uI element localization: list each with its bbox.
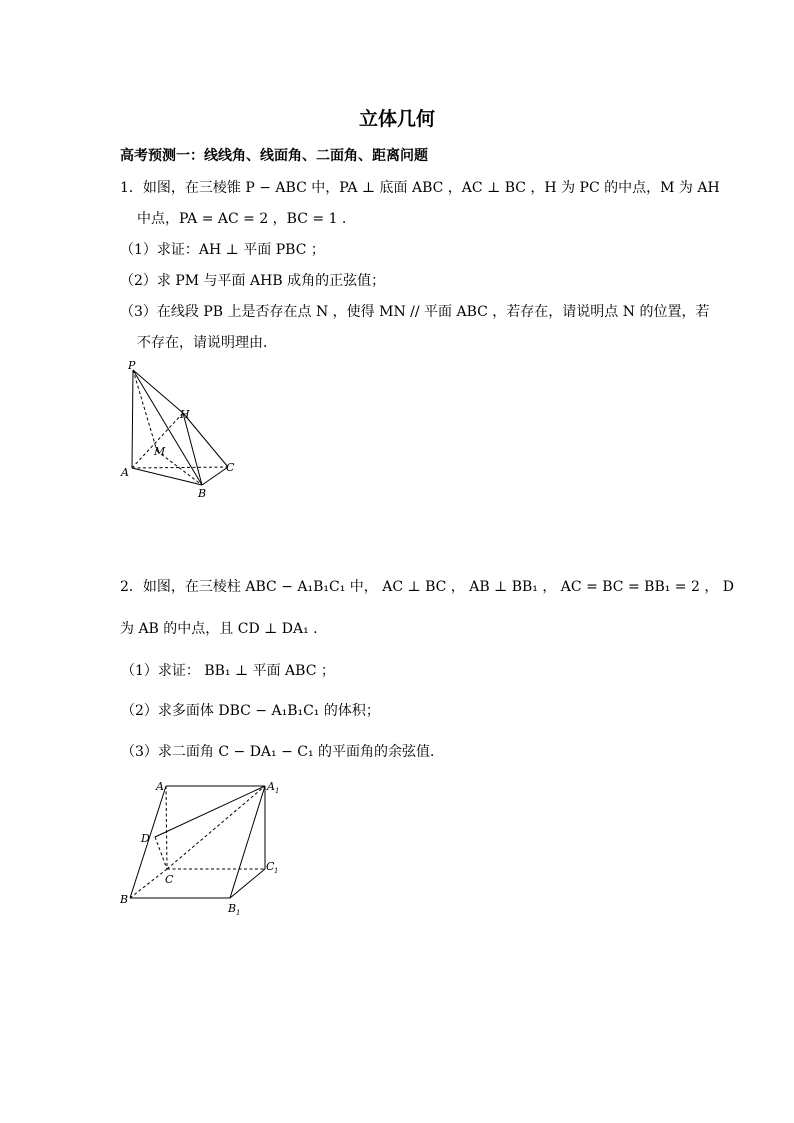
label-C1: [266, 860, 278, 875]
edge-DC-hidden: [155, 837, 167, 869]
edge-PM-hidden: [133, 370, 157, 451]
problem1-part1: （1）求证：AH ⊥ 平面 PBC ；: [120, 242, 325, 258]
section-heading: 高考预测一：线线角、线面角、二面角、距离问题: [120, 148, 428, 164]
label-D: D: [141, 832, 150, 845]
problem2-statement-line2: 为 AB 的中点，且 CD ⊥ DA₁ .: [120, 621, 318, 637]
label-A1: [266, 780, 279, 795]
edge-C1B1: [230, 869, 265, 898]
svg-text:1: 1: [274, 867, 279, 875]
problem1-part2: （2）求 PM 与平面 AHB 成角的正弦值；: [120, 273, 386, 289]
edge-AB: [132, 468, 202, 485]
label-B: B: [120, 893, 129, 906]
edge-AC-hidden: [166, 786, 167, 869]
edge-PA: [132, 370, 133, 468]
label-H: H: [180, 408, 190, 421]
edge-CA1-hidden: [167, 786, 265, 869]
label-A: A: [121, 466, 129, 479]
svg-text:B: B: [228, 902, 237, 915]
problem2-part2: （2）求多面体 DBC − A₁B₁C₁ 的体积；: [121, 703, 380, 719]
edge-BC: [202, 467, 228, 485]
edge-DA1: [155, 786, 265, 837]
problem2-statement-line1: 2．如图，在三棱柱 ABC − A₁B₁C₁ 中， AC ⊥ BC ， AB ⊥ BB₁ ， AC = BC = BB₁ = 2 ， D: [120, 579, 735, 595]
edge-PH: [133, 370, 183, 413]
svg-text:1: 1: [275, 787, 280, 795]
label-M: M: [154, 445, 166, 458]
problem1-statement-line1: 1．如图，在三棱锥 P − ABC 中，PA ⊥ 底面 ABC ，AC ⊥ BC ，H 为 PC 的中点，M 为 AH: [120, 180, 720, 196]
problem1-pyramid-figure: [110, 355, 260, 505]
problem1-part3-line2: 不存在，请说明理由．: [137, 335, 277, 351]
page-title: 立体几何: [358, 108, 435, 130]
svg-text:1: 1: [236, 909, 241, 917]
svg-text:C: C: [266, 860, 275, 873]
label-B1: [227, 902, 240, 917]
label-C: C: [165, 873, 174, 886]
label-P: P: [128, 359, 136, 372]
svg-text:A: A: [267, 780, 275, 793]
problem1-statement-line2: 中点，PA = AC = 2 ，BC = 1 .: [137, 211, 347, 227]
edge-A1B1: [230, 786, 265, 898]
problem1-part3-line1: （3）在线段 PB 上是否存在点 N ，使得 MN // 平面 ABC ，若存在，请说明点 N 的位置，若: [120, 304, 710, 320]
problem2-part3: （3）求二面角 C − DA₁ − C₁ 的平面角的余弦值．: [121, 744, 445, 760]
label-C: C: [226, 461, 235, 474]
problem2-part1: （1）求证： BB₁ ⊥ 平面 ABC ；: [121, 663, 335, 679]
label-A: A: [156, 780, 164, 793]
problem2-prism-figure: [110, 770, 290, 920]
label-B: B: [198, 487, 207, 500]
edge-CB-hidden: [130, 869, 167, 898]
